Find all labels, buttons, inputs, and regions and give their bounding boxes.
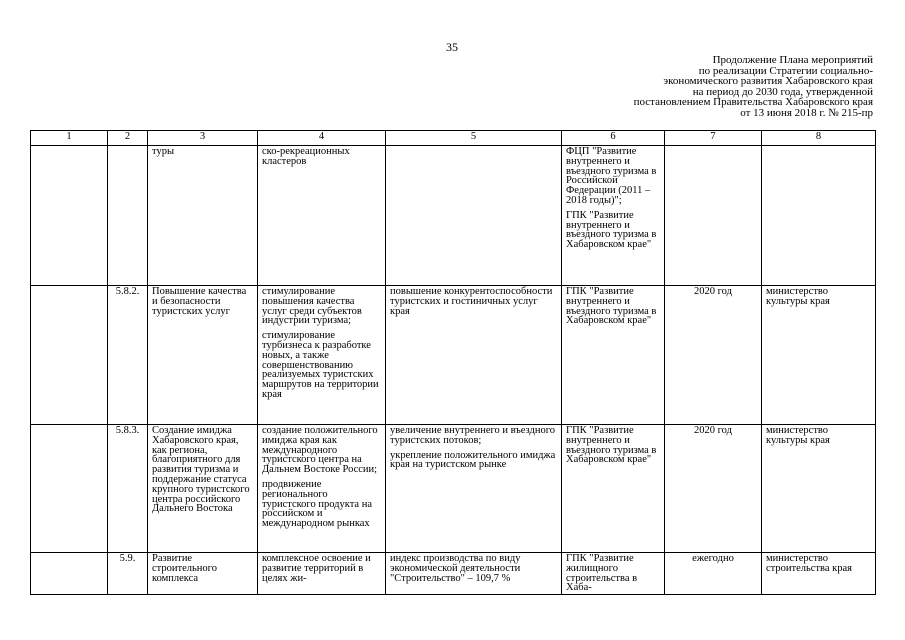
cell-paragraph: Создание имиджа Хабаровского края, как региона, благоприятного для развития туризма и поддержание статуса крупного туристского центра российского Дальнего Востока xyxy=(152,425,250,515)
cell-col1 xyxy=(31,425,108,553)
cell-event xyxy=(148,425,258,553)
cell-responsible: министерство культуры края xyxy=(762,286,876,425)
table-row xyxy=(31,146,876,286)
column-header: 4 xyxy=(258,131,386,146)
cell-paragraph: стимулирование турбизнеса к разработке новых, а также совершенствованию реализуемых туристских маршрутов на территории края xyxy=(262,330,379,400)
cell-paragraph: комплексное освоение и развитие территорий в целях жи- xyxy=(262,553,371,584)
cell-paragraph: Развитие строительного комплекса xyxy=(152,553,217,584)
header-line: Продолжение Плана мероприятий xyxy=(712,54,873,66)
cell-event xyxy=(148,146,258,286)
cell-col1 xyxy=(31,146,108,286)
cell-paragraph: продвижение регионального туристского продукта на российском и международном рынках xyxy=(262,478,372,530)
cell-paragraph: создание положительного имиджа края как международного туристского центра на Дальнем Востоке России; xyxy=(262,425,378,476)
cell-term: ежегодно xyxy=(665,553,762,595)
document-header xyxy=(573,55,873,118)
cell-result xyxy=(386,286,562,425)
cell-responsible: министерство культуры края xyxy=(762,425,876,553)
cell-result xyxy=(386,425,562,553)
cell-program xyxy=(562,286,665,425)
cell-paragraph: Повышение качества и безопасности туристских услуг xyxy=(152,286,247,317)
cell-number: 5.8.2. xyxy=(108,286,148,425)
header-line: от 13 июня 2018 г. № 215-пр xyxy=(740,106,873,119)
header-line: экономического развития Хабаровского края xyxy=(663,75,873,87)
table-row xyxy=(31,425,876,553)
header-line: постановлением Правительства Хабаровского края xyxy=(633,96,873,108)
column-header: 6 xyxy=(562,131,665,146)
column-header: 1 xyxy=(31,131,108,146)
header-line: по реализации Стратегии социально- xyxy=(698,64,873,77)
cell-action xyxy=(258,286,386,425)
column-header: 3 xyxy=(148,131,258,146)
cell-paragraph: ГПК "Развитие внутреннего и въездного туризма в Хабаровском крае" xyxy=(566,286,657,327)
cell-action xyxy=(258,425,386,553)
cell-paragraph: стимулирование повышения качества услуг среди субъектов индустрии туризма; xyxy=(262,286,362,327)
cell-number xyxy=(108,146,148,286)
cell-program xyxy=(562,553,665,595)
cell-program xyxy=(562,146,665,286)
cell-term: 2020 год xyxy=(665,286,762,425)
cell-number: 5.9. xyxy=(108,553,148,595)
cell-action xyxy=(258,553,386,595)
cell-event xyxy=(148,286,258,425)
cell-paragraph: ФЦП "Развитие внутреннего и въездного туризма в Российской Федерации (2011 – 2018 годы)"; xyxy=(566,146,657,206)
cell-term xyxy=(665,146,762,286)
cell-col1 xyxy=(31,553,108,595)
column-header: 8 xyxy=(762,131,876,146)
cell-paragraph: увеличение внутреннего и въездного туристских потоков; xyxy=(390,425,556,446)
column-header: 5 xyxy=(386,131,562,146)
column-header: 2 xyxy=(108,131,148,146)
cell-event xyxy=(148,553,258,595)
column-number-row xyxy=(31,131,876,146)
plan-table xyxy=(30,130,876,595)
cell-paragraph: укрепление положительного имиджа края на туристском рынке xyxy=(390,449,556,471)
cell-paragraph: повышение конкурентоспособности туристских и гостиничных услуг края xyxy=(390,286,553,317)
cell-paragraph: ГПК "Развитие внутреннего и въездного туризма в Хабаровском крае" xyxy=(566,425,657,466)
cell-paragraph: ГПК "Развитие внутреннего и въездного туризма в Хабаровском крае" xyxy=(566,209,657,251)
cell-paragraph: туры xyxy=(152,146,175,157)
page-number: 35 xyxy=(446,40,458,54)
cell-program xyxy=(562,425,665,553)
table-row xyxy=(31,553,876,595)
cell-responsible xyxy=(762,146,876,286)
cell-responsible: министерство строительства края xyxy=(762,553,876,595)
cell-result xyxy=(386,146,562,286)
cell-paragraph: индекс производства по виду экономической деятельности "Строительство" – 109,7 % xyxy=(390,553,521,584)
header-line: на период до 2030 года, утвержденной xyxy=(692,85,873,98)
cell-term: 2020 год xyxy=(665,425,762,553)
column-header: 7 xyxy=(665,131,762,146)
cell-action xyxy=(258,146,386,286)
table-row xyxy=(31,286,876,425)
cell-paragraph: ГПК "Развитие жилищного строительства в Хаба- xyxy=(566,553,638,594)
cell-paragraph: ско-рекреационных кластеров xyxy=(262,146,350,167)
cell-result xyxy=(386,553,562,595)
cell-col1 xyxy=(31,286,108,425)
cell-number: 5.8.3. xyxy=(108,425,148,553)
